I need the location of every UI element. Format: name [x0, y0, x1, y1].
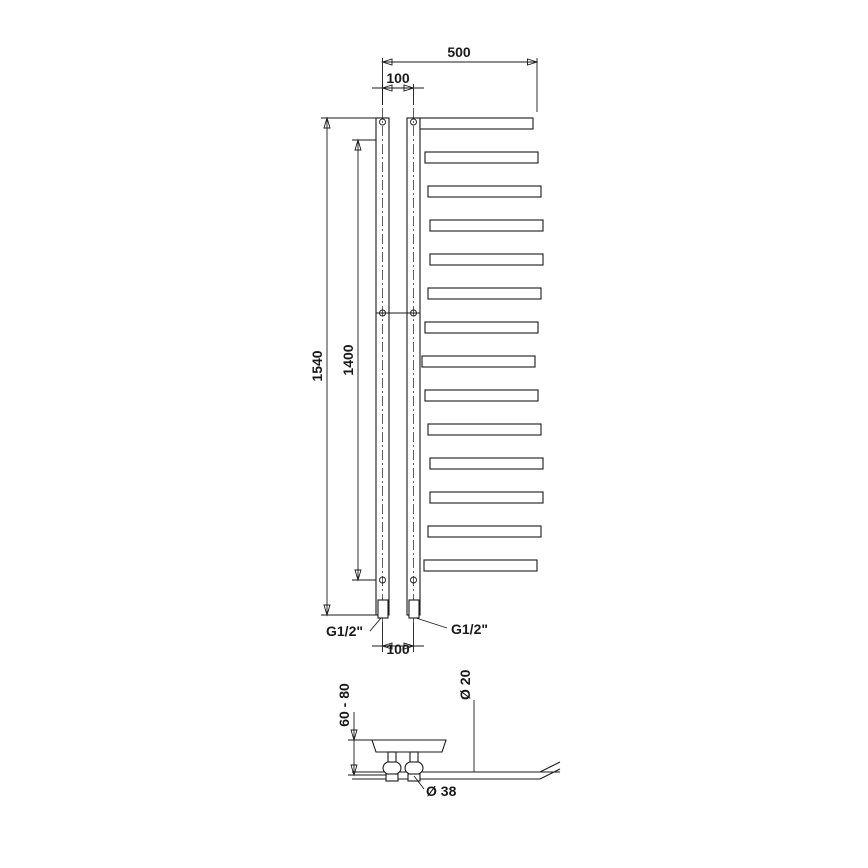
towel-rail: [428, 186, 541, 197]
front-elevation-view: [309, 44, 543, 657]
towel-rail: [428, 288, 541, 299]
bottom-connection-stubs: [378, 600, 419, 618]
towel-rail: [422, 356, 535, 367]
towel-rails: [420, 118, 543, 571]
dimension-width-100-bottom: [372, 622, 424, 657]
towel-rail: [430, 220, 543, 231]
towel-rail: [428, 424, 541, 435]
towel-rail: [425, 390, 538, 401]
towel-rail: [425, 322, 538, 333]
dimension-label-width-overall: 500: [447, 44, 471, 60]
dimension-label-height-overall: 1540: [309, 350, 325, 382]
towel-rail: [425, 152, 538, 163]
connection-label-left: G1/2": [326, 623, 363, 639]
dimension-label-flange-diameter: Ø 38: [426, 783, 457, 799]
connection-callout-left: [326, 618, 381, 639]
towel-rail: [428, 526, 541, 537]
connection-callout-right: [416, 618, 488, 637]
wall-mount-detail-view: [336, 669, 560, 799]
towel-rail: [430, 492, 543, 503]
connection-label-right: G1/2": [451, 621, 488, 637]
dimension-wall-offset: [336, 683, 386, 775]
dimension-width-100-top: [372, 70, 424, 105]
towel-rail: [430, 254, 543, 265]
callout-diameter-20: [457, 669, 474, 772]
dimension-label-width-connection-top: 100: [386, 70, 410, 86]
dimension-height-1400: [340, 140, 376, 580]
mount-plate: [372, 740, 446, 752]
dimension-label-connection-spacing: 100: [386, 641, 410, 657]
dimension-label-wall-offset: 60 - 80: [336, 683, 352, 727]
dimension-label-valve-diameter: Ø 20: [457, 669, 473, 700]
valve-bodies: [383, 752, 423, 781]
dimension-label-height-brackets: 1400: [340, 344, 356, 376]
towel-rail: [430, 458, 543, 469]
towel-rail: [424, 560, 537, 571]
towel-rail: [420, 118, 533, 129]
